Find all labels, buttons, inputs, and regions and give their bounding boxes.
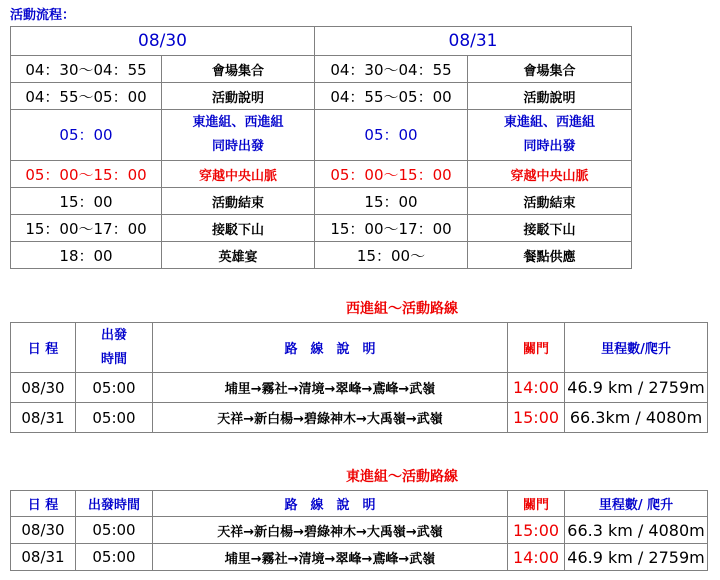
schedule-title: 活動流程： <box>10 8 76 23</box>
west-route-title: 西進組～活動路線 <box>346 301 458 317</box>
activity-line: 東進組、西進組 <box>192 115 284 130</box>
activity-cell: 接駁下山 <box>468 215 632 242</box>
route-cell: 埔里→霧社→清境→翠峰→鳶峰→武嶺 <box>153 544 508 571</box>
time-cell: 04：30～04：55 <box>11 56 162 83</box>
distance-cell: 66.3km / 4080m <box>565 403 708 433</box>
route-header-row <box>11 491 708 517</box>
schedule-table <box>10 26 632 269</box>
gate-cell: 14:00 <box>508 373 565 403</box>
table-row <box>11 83 632 110</box>
route-cell: 天祥→新白楊→碧綠神木→大禹嶺→武嶺 <box>153 517 508 544</box>
gate-cell: 14:00 <box>508 544 565 571</box>
activity-cell: 活動結束 <box>468 188 632 215</box>
east-route-title: 東進組～活動路線 <box>346 469 458 485</box>
route-header-row <box>11 323 708 373</box>
table-row <box>11 517 708 544</box>
activity-cell: 活動說明 <box>468 83 632 110</box>
table-row <box>11 373 708 403</box>
activity-cell: 接駁下山 <box>162 215 315 242</box>
header-gate: 關門 <box>508 323 565 373</box>
schedule-header-row <box>11 27 632 56</box>
table-row <box>11 188 632 215</box>
table-row <box>11 544 708 571</box>
activity-cell: 活動說明 <box>162 83 315 110</box>
header-schedule: 日 程 <box>11 323 76 373</box>
time-cell: 15：00～17：00 <box>11 215 162 242</box>
table-row <box>11 403 708 433</box>
distance-cell: 46.9 km / 2759m <box>565 544 708 571</box>
header-departure-line: 時間 <box>100 351 127 367</box>
date-header-left: 08/30 <box>11 27 315 56</box>
depart-cell: 05:00 <box>76 373 153 403</box>
time-cell: 15：00～17：00 <box>315 215 468 242</box>
depart-cell: 05:00 <box>76 403 153 433</box>
time-cell: 15：00 <box>11 188 162 215</box>
time-cell: 04：55～05：00 <box>11 83 162 110</box>
date-cell: 08/31 <box>11 544 76 571</box>
time-cell: 05：00～15：00 <box>315 161 468 188</box>
table-row <box>11 215 632 242</box>
header-departure: 出發時間 <box>76 491 153 517</box>
time-cell: 04：55～05：00 <box>315 83 468 110</box>
date-cell: 08/30 <box>11 373 76 403</box>
distance-cell: 46.9 km / 2759m <box>565 373 708 403</box>
activity-cell: 會場集合 <box>162 56 315 83</box>
time-cell: 05：00 <box>11 110 162 161</box>
table-row <box>11 161 632 188</box>
depart-cell: 05:00 <box>76 544 153 571</box>
date-header-right: 08/31 <box>315 27 632 56</box>
header-distance: 里程數/爬升 <box>565 323 708 373</box>
time-cell: 15：00 <box>315 188 468 215</box>
time-cell: 15：00～ <box>315 242 468 269</box>
depart-cell: 05:00 <box>76 517 153 544</box>
time-cell: 05：00～15：00 <box>11 161 162 188</box>
header-route: 路 線 說 明 <box>153 323 508 373</box>
distance-cell: 66.3 km / 4080m <box>565 517 708 544</box>
header-departure-line: 出發 <box>100 327 127 343</box>
time-cell: 04：30～04：55 <box>315 56 468 83</box>
date-cell: 08/31 <box>11 403 76 433</box>
date-cell: 08/30 <box>11 517 76 544</box>
activity-cell <box>162 110 315 161</box>
activity-cell: 穿越中央山脈 <box>162 161 315 188</box>
gate-cell: 15:00 <box>508 517 565 544</box>
table-row <box>11 110 632 161</box>
gate-cell: 15:00 <box>508 403 565 433</box>
activity-line: 東進組、西進組 <box>503 115 595 130</box>
activity-cell: 會場集合 <box>468 56 632 83</box>
header-distance: 里程數/ 爬升 <box>565 491 708 517</box>
activity-line: 同時出發 <box>523 139 576 154</box>
table-row <box>11 56 632 83</box>
activity-cell: 餐點供應 <box>468 242 632 269</box>
activity-cell: 穿越中央山脈 <box>468 161 632 188</box>
route-cell: 埔里→霧社→清境→翠峰→鳶峰→武嶺 <box>153 373 508 403</box>
east-route-table <box>10 490 708 571</box>
west-route-table <box>10 322 708 433</box>
activity-cell <box>468 110 632 161</box>
activity-cell: 英雄宴 <box>162 242 315 269</box>
header-route: 路 線 說 明 <box>153 491 508 517</box>
header-schedule: 日 程 <box>11 491 76 517</box>
route-cell: 天祥→新白楊→碧綠神木→大禹嶺→武嶺 <box>153 403 508 433</box>
time-cell: 05：00 <box>315 110 468 161</box>
activity-cell: 活動結束 <box>162 188 315 215</box>
table-row <box>11 242 632 269</box>
header-gate: 關門 <box>508 491 565 517</box>
activity-line: 同時出發 <box>211 139 264 154</box>
time-cell: 18：00 <box>11 242 162 269</box>
header-departure <box>76 323 153 373</box>
